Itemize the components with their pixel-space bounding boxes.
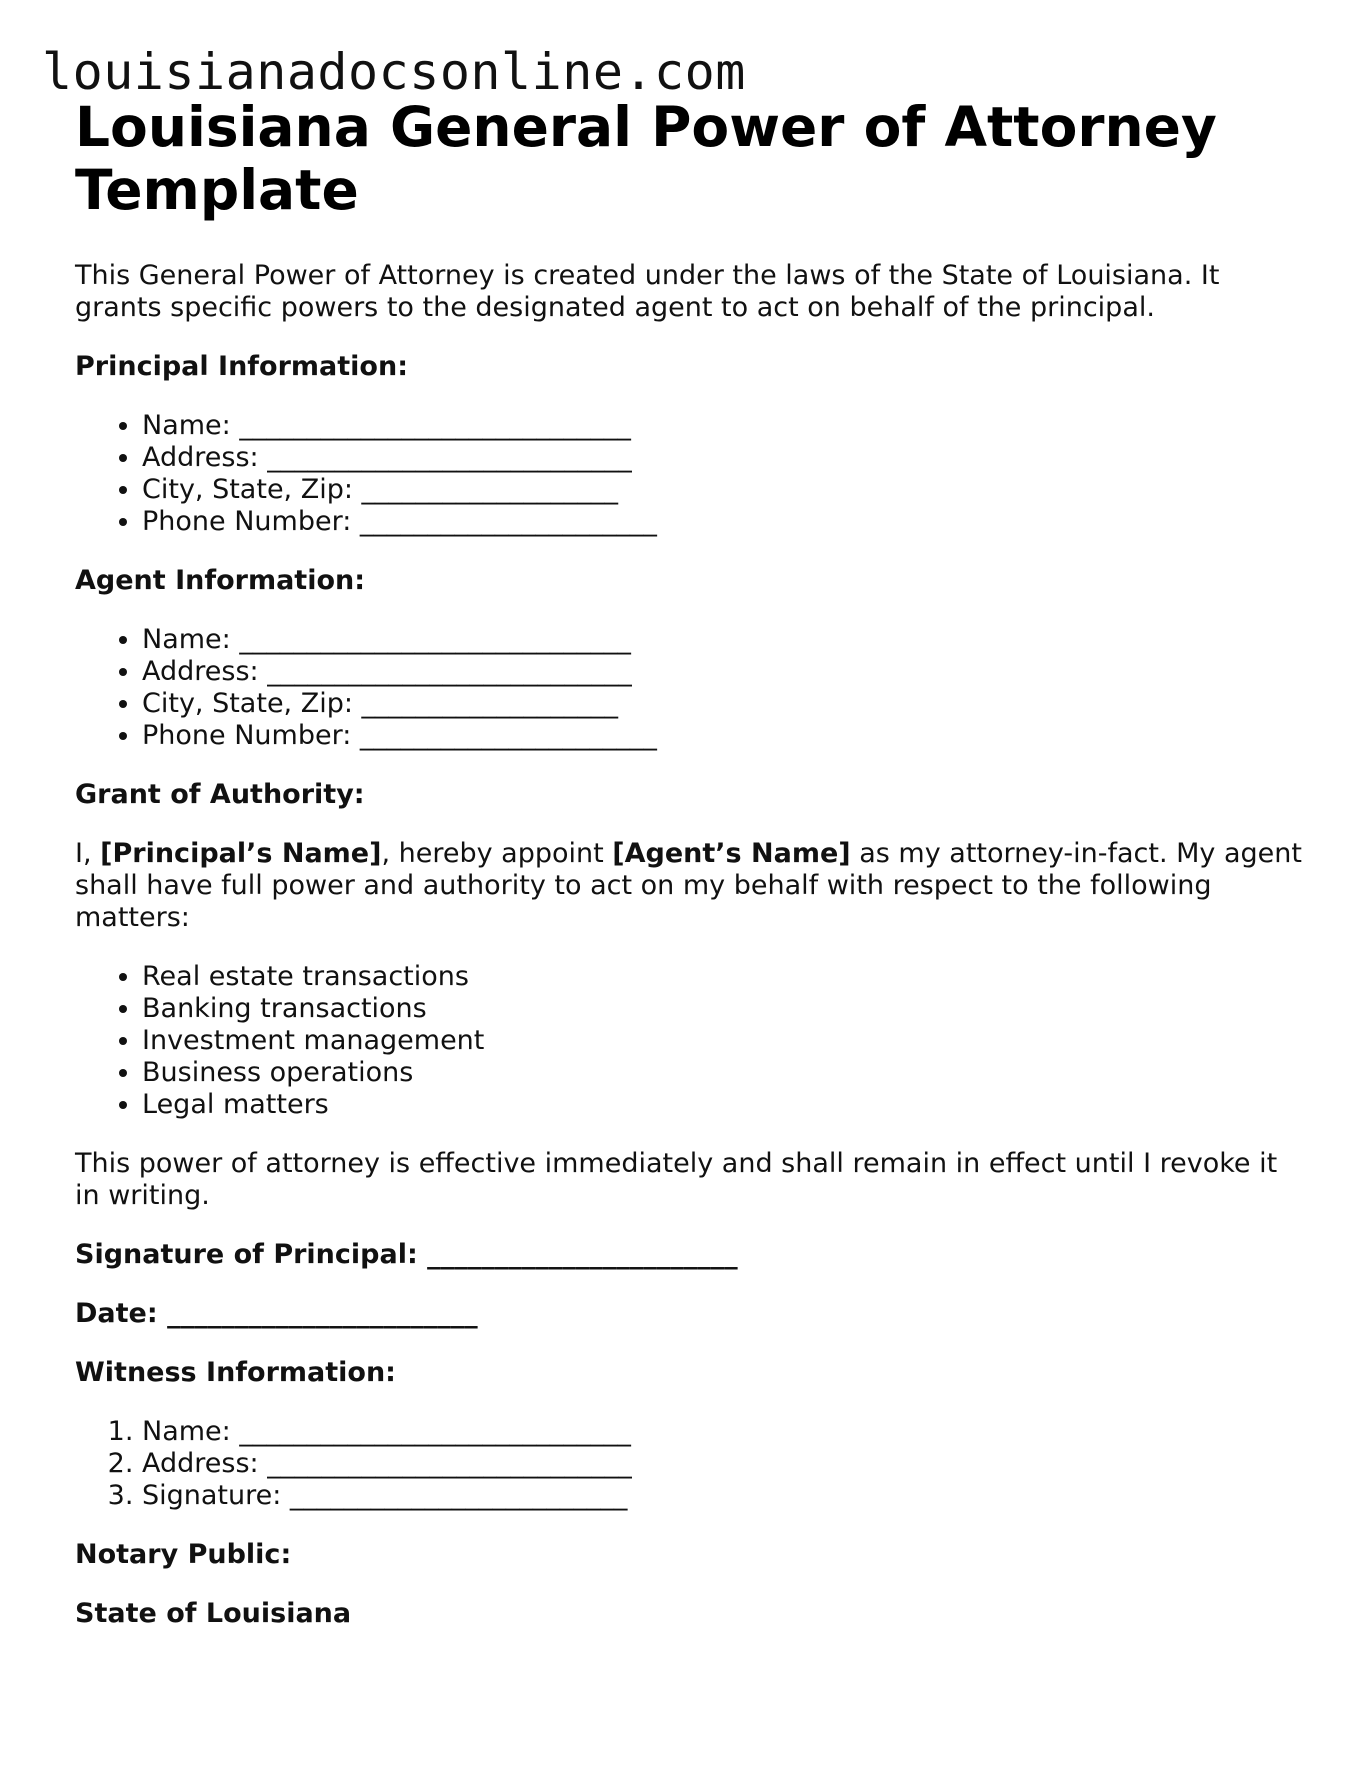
- effective-paragraph: This power of attorney is effective immediately and shall remain in effect until I revoke it in writing.: [75, 1148, 1278, 1211]
- list-item: • Banking transactions: [142, 993, 1305, 1025]
- agent-city-field[interactable]: • City, State, Zip: ___________________: [142, 688, 1305, 720]
- witness-fields: [75, 1416, 1305, 1512]
- principal-city-field[interactable]: • City, State, Zip: ___________________: [142, 474, 1305, 506]
- document-title: Louisiana General Power of Attorney Template: [75, 95, 1217, 222]
- document: [75, 96, 1305, 1657]
- signature-label: Signature of Principal:: [75, 1239, 418, 1270]
- principal-name-placeholder: [Principal’s Name]: [100, 838, 382, 869]
- list-item: • Investment management: [142, 1025, 1305, 1057]
- principal-phone-field[interactable]: • Phone Number: ______________________: [142, 506, 1305, 538]
- witness-heading: Witness Information:: [75, 1357, 396, 1388]
- date-label: Date:: [75, 1298, 158, 1329]
- list-item: • Legal matters: [142, 1089, 1305, 1121]
- grant-text-prefix: I,: [75, 838, 101, 869]
- signature-blank[interactable]: _______________________: [427, 1239, 738, 1270]
- list-item: • Business operations: [142, 1057, 1305, 1089]
- date-blank[interactable]: _______________________: [167, 1298, 478, 1329]
- witness-address-field[interactable]: 2. Address: ___________________________: [142, 1448, 1305, 1480]
- grant-text-middle: , hereby appoint: [381, 838, 613, 869]
- grant-text-suffix: as my attorney-in-fact. My agent shall have full power and authority to act on my behalf with respect to the following matters:: [75, 838, 1302, 933]
- date-line[interactable]: [75, 1298, 1305, 1330]
- watermark: louisianadocsonline.com: [42, 43, 746, 101]
- agent-phone-field[interactable]: • Phone Number: ______________________: [142, 720, 1305, 752]
- agent-address-field[interactable]: • Address: ___________________________: [142, 656, 1305, 688]
- list-item: • Real estate transactions: [142, 961, 1305, 993]
- agent-heading: Agent Information:: [75, 565, 366, 596]
- grant-heading: Grant of Authority:: [75, 779, 365, 810]
- witness-signature-field[interactable]: 3. Signature: _________________________: [142, 1480, 1305, 1512]
- principal-heading: Principal Information:: [75, 351, 409, 382]
- agent-name-field[interactable]: • Name: _____________________________: [142, 624, 1305, 656]
- principal-fields: [75, 410, 1305, 538]
- intro-paragraph: This General Power of Attorney is created under the laws of the State of Louisiana. It grants specific powers to the designated agent to act on behalf of the principal.: [75, 260, 1220, 323]
- grant-paragraph: [75, 838, 1305, 934]
- matters-list: [75, 961, 1305, 1121]
- agent-name-placeholder: [Agent’s Name]: [612, 838, 851, 869]
- notary-heading: Notary Public:: [75, 1539, 292, 1570]
- signature-line[interactable]: [75, 1239, 1305, 1271]
- notary-state: State of Louisiana: [75, 1598, 352, 1629]
- principal-name-field[interactable]: • Name: _____________________________: [142, 410, 1305, 442]
- agent-fields: [75, 624, 1305, 752]
- witness-name-field[interactable]: 1. Name: _____________________________: [142, 1416, 1305, 1448]
- principal-address-field[interactable]: • Address: ___________________________: [142, 442, 1305, 474]
